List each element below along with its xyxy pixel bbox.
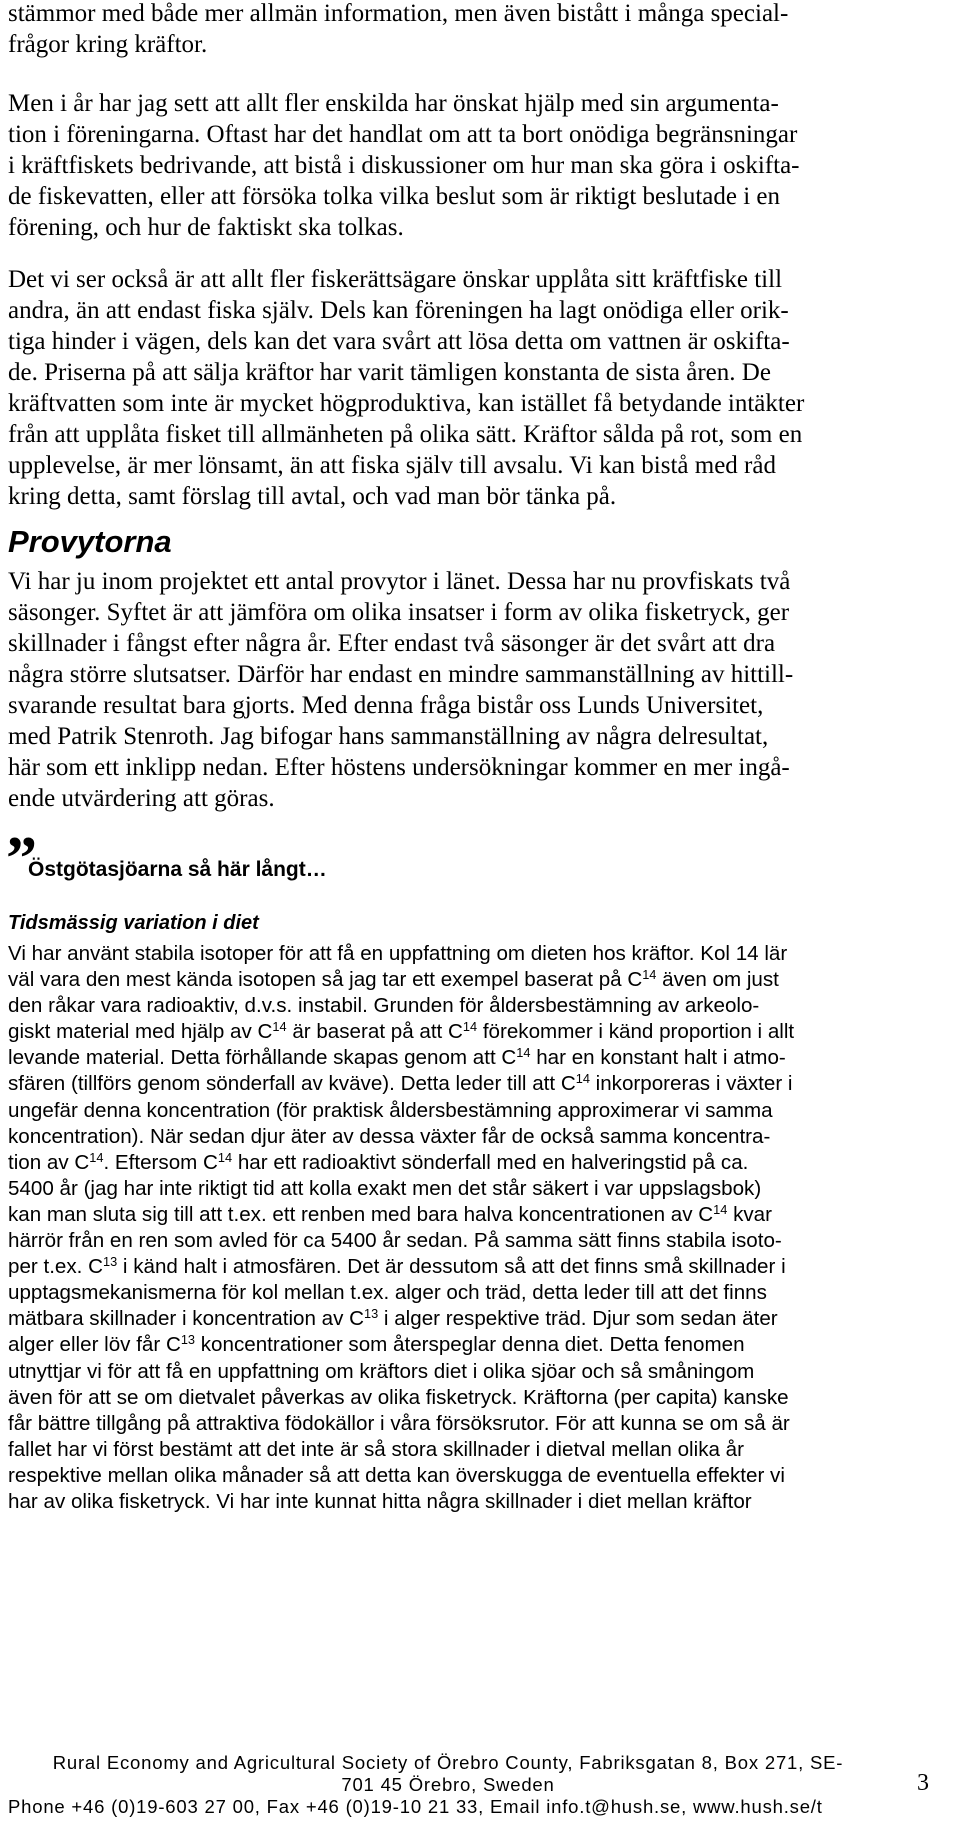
section-heading-provytorna: Provytorna: [8, 524, 172, 559]
text-line: Men i år har jag sett att allt fler enskilda har önskat hjälp med sin argumenta-: [8, 90, 779, 117]
page-number: 3: [917, 1770, 929, 1796]
provytorna-paragraph: [8, 566, 933, 814]
text-line: den råkar vara radioaktiv, d.v.s. instabil. Grunden för åldersbestämning av arkeolo-: [8, 994, 760, 1018]
text-line: får bättre tillgång på attraktiva födokällor i våra försöksrutor. För att kunna se om så är: [8, 1411, 790, 1435]
text-line: i kräftfiskets bedrivande, att bistå i diskussioner om hur man ska göra i oskifta-: [8, 152, 800, 179]
text-line: kan man sluta sig till att t.ex. ett renben med bara halva koncentrationen av $C^{14}$ kvar: [8, 1201, 772, 1226]
text-line: ende utvärdering att göras.: [8, 785, 275, 812]
fiskerattsagare-paragraph: [8, 264, 933, 512]
text-line: de. Priserna på att sälja kräftor har varit tämligen konstanta de sista åren. De: [8, 359, 771, 386]
text-line: Det vi ser också är att allt fler fiskerättsägare önskar upplåta sitt kräftfiske till: [8, 266, 783, 293]
text-line: ungefär denna koncentration (för praktisk åldersbestämning approximerar vi samma: [8, 1098, 773, 1122]
text-line: levande material. Detta förhållande skapas genom att $C^{14}$ har en konstant halt i atmo-: [8, 1045, 786, 1070]
text-line: de fiskevatten, eller att försöka tolka vilka beslut som är riktigt beslutade i en: [8, 183, 780, 210]
text-line: väl vara den mest kända isotopen så jag tar ett exempel baserat på $C^{14}$ även om just: [8, 967, 779, 992]
text-line: kräftvatten som inte är mycket högproduktiva, kan istället få betydande intäkter: [8, 390, 805, 417]
footer-contact: Phone +46 (0)19-603 27 00, Fax +46 (0)19-10 21 33, Email info.t@hush.se, www.hush.se/t: [8, 1796, 823, 1817]
intro-paragraph: [8, 0, 933, 60]
text-line: här som ett inklipp nedan. Efter höstens undersökningar kommer en mer ingå-: [8, 754, 790, 781]
insert-paragraph: [8, 941, 933, 1515]
text-line: tiga hinder i vägen, dels kan det vara svårt att lösa detta om vattnen är oskifta-: [8, 328, 790, 355]
text-line: 5400 år (jag har inte riktigt tid att kolla exakt men det står säkert i var uppslagsbok): [8, 1176, 762, 1200]
text-line: alger eller löv får $C^{13}$ koncentrationer som återspeglar denna diet. Detta fenomen: [8, 1332, 745, 1357]
text-line: per t.ex. $C^{13}$ i känd halt i atmosfären. Det är dessutom så att det finns små skillnader i: [8, 1254, 786, 1279]
footer-city: 701 45 Örebro, Sweden: [341, 1774, 555, 1795]
quote-mark-icon: ”: [6, 825, 37, 893]
text-line: upplevelse, är mer lönsamt, än att fiska själv till avsalu. Vi kan bistå med råd: [8, 452, 776, 479]
text-line: tion i föreningarna. Oftast har det handlat om att ta bort onödiga begränsningar: [8, 121, 798, 148]
text-line: Vi har använt stabila isotoper för att få en uppfattning om dieten hos kräftor. Kol 14 lär: [8, 942, 788, 965]
subsection-heading-tidsmassig: Tidsmässig variation i diet: [8, 912, 259, 934]
insert-heading: Östgötasjöarna så här långt…: [28, 858, 327, 881]
text-line: även för att se om dietvalet påverkas av olika fisketryck. Kräftorna (per capita) kanske: [8, 1385, 789, 1409]
text-line: andra, än att endast fiska själv. Dels kan föreningen ha lagt onödiga eller orik-: [8, 297, 789, 324]
text-line: upptagsmekanismerna för kol mellan t.ex. alger och träd, detta leder till att det finns: [8, 1281, 767, 1305]
footer-address: Rural Economy and Agricultural Society of Örebro County, Fabriksgatan 8, Box 271, SE-: [52, 1752, 844, 1773]
text-line: säsonger. Syftet är att jämföra om olika insatser i form av olika fisketryck, ger: [8, 599, 790, 626]
text-line: kring detta, samt förslag till avtal, och vad man bör tänka på.: [8, 483, 617, 510]
argumentation-paragraph: [8, 88, 933, 243]
text-line: med Patrik Stenroth. Jag bifogar hans sammanställning av några delresultat,: [8, 723, 769, 750]
text-line: några större slutsatser. Därför har endast en mindre sammanställning av hittill-: [8, 661, 794, 688]
text-line: giskt material med hjälp av $C^{14}$ är baserat på att $C^{14}$ förekommer i känd proportion i allt: [8, 1019, 795, 1044]
text-line: koncentration). När sedan djur äter av dessa växter får de också samma koncentra-: [8, 1124, 771, 1148]
text-line: respektive mellan olika månader så att detta kan överskugga de eventuella effekter vi: [8, 1463, 785, 1487]
text-line: härrör från en ren som avled för ca 5400 år sedan. På samma sätt finns stabila isoto-: [8, 1229, 782, 1253]
text-line: svarande resultat bara gjorts. Med denna fråga bistår oss Lunds Universitet,: [8, 692, 764, 719]
text-line: har av olika fisketryck. Vi har inte kunnat hitta några skillnader i diet mellan kräftor: [8, 1489, 752, 1513]
text-line: fallet har vi först bestämt att det inte är så stora skillnader i dietval mellan olika år: [8, 1437, 744, 1461]
text-line: stämmor med både mer allmän information, men även bistått i många special-: [8, 0, 789, 27]
text-line: förening, och hur de faktiskt ska tolkas.: [8, 214, 404, 241]
text-line: sfären (tillförs genom sönderfall av kväve). Detta leder till att $C^{14}$ inkorporeras i växter i: [8, 1071, 793, 1096]
text-line: Vi har ju inom projektet ett antal provytor i länet. Dessa har nu provfiskats två: [8, 568, 791, 595]
text-line: frågor kring kräftor.: [8, 31, 208, 58]
text-line: mätbara skillnader i koncentration av $C^{13}$ i alger respektive träd. Djur som sedan äter: [8, 1306, 778, 1331]
text-line: från att upplåta fisket till allmänheten på olika sätt. Kräftor sålda på rot, som en: [8, 421, 803, 448]
text-line: skillnader i fångst efter några år. Efter endast två säsonger är det svårt att dra: [8, 630, 776, 657]
text-line: tion av $C^{14}$. Eftersom $C^{14}$ har ett radioaktivt sönderfall med en halveringstid på ca.: [8, 1149, 749, 1174]
text-line: utnyttjar vi för att få en uppfattning om kräftors diet i olika sjöar och så småningom: [8, 1359, 755, 1383]
page-footer: [8, 1752, 888, 1818]
